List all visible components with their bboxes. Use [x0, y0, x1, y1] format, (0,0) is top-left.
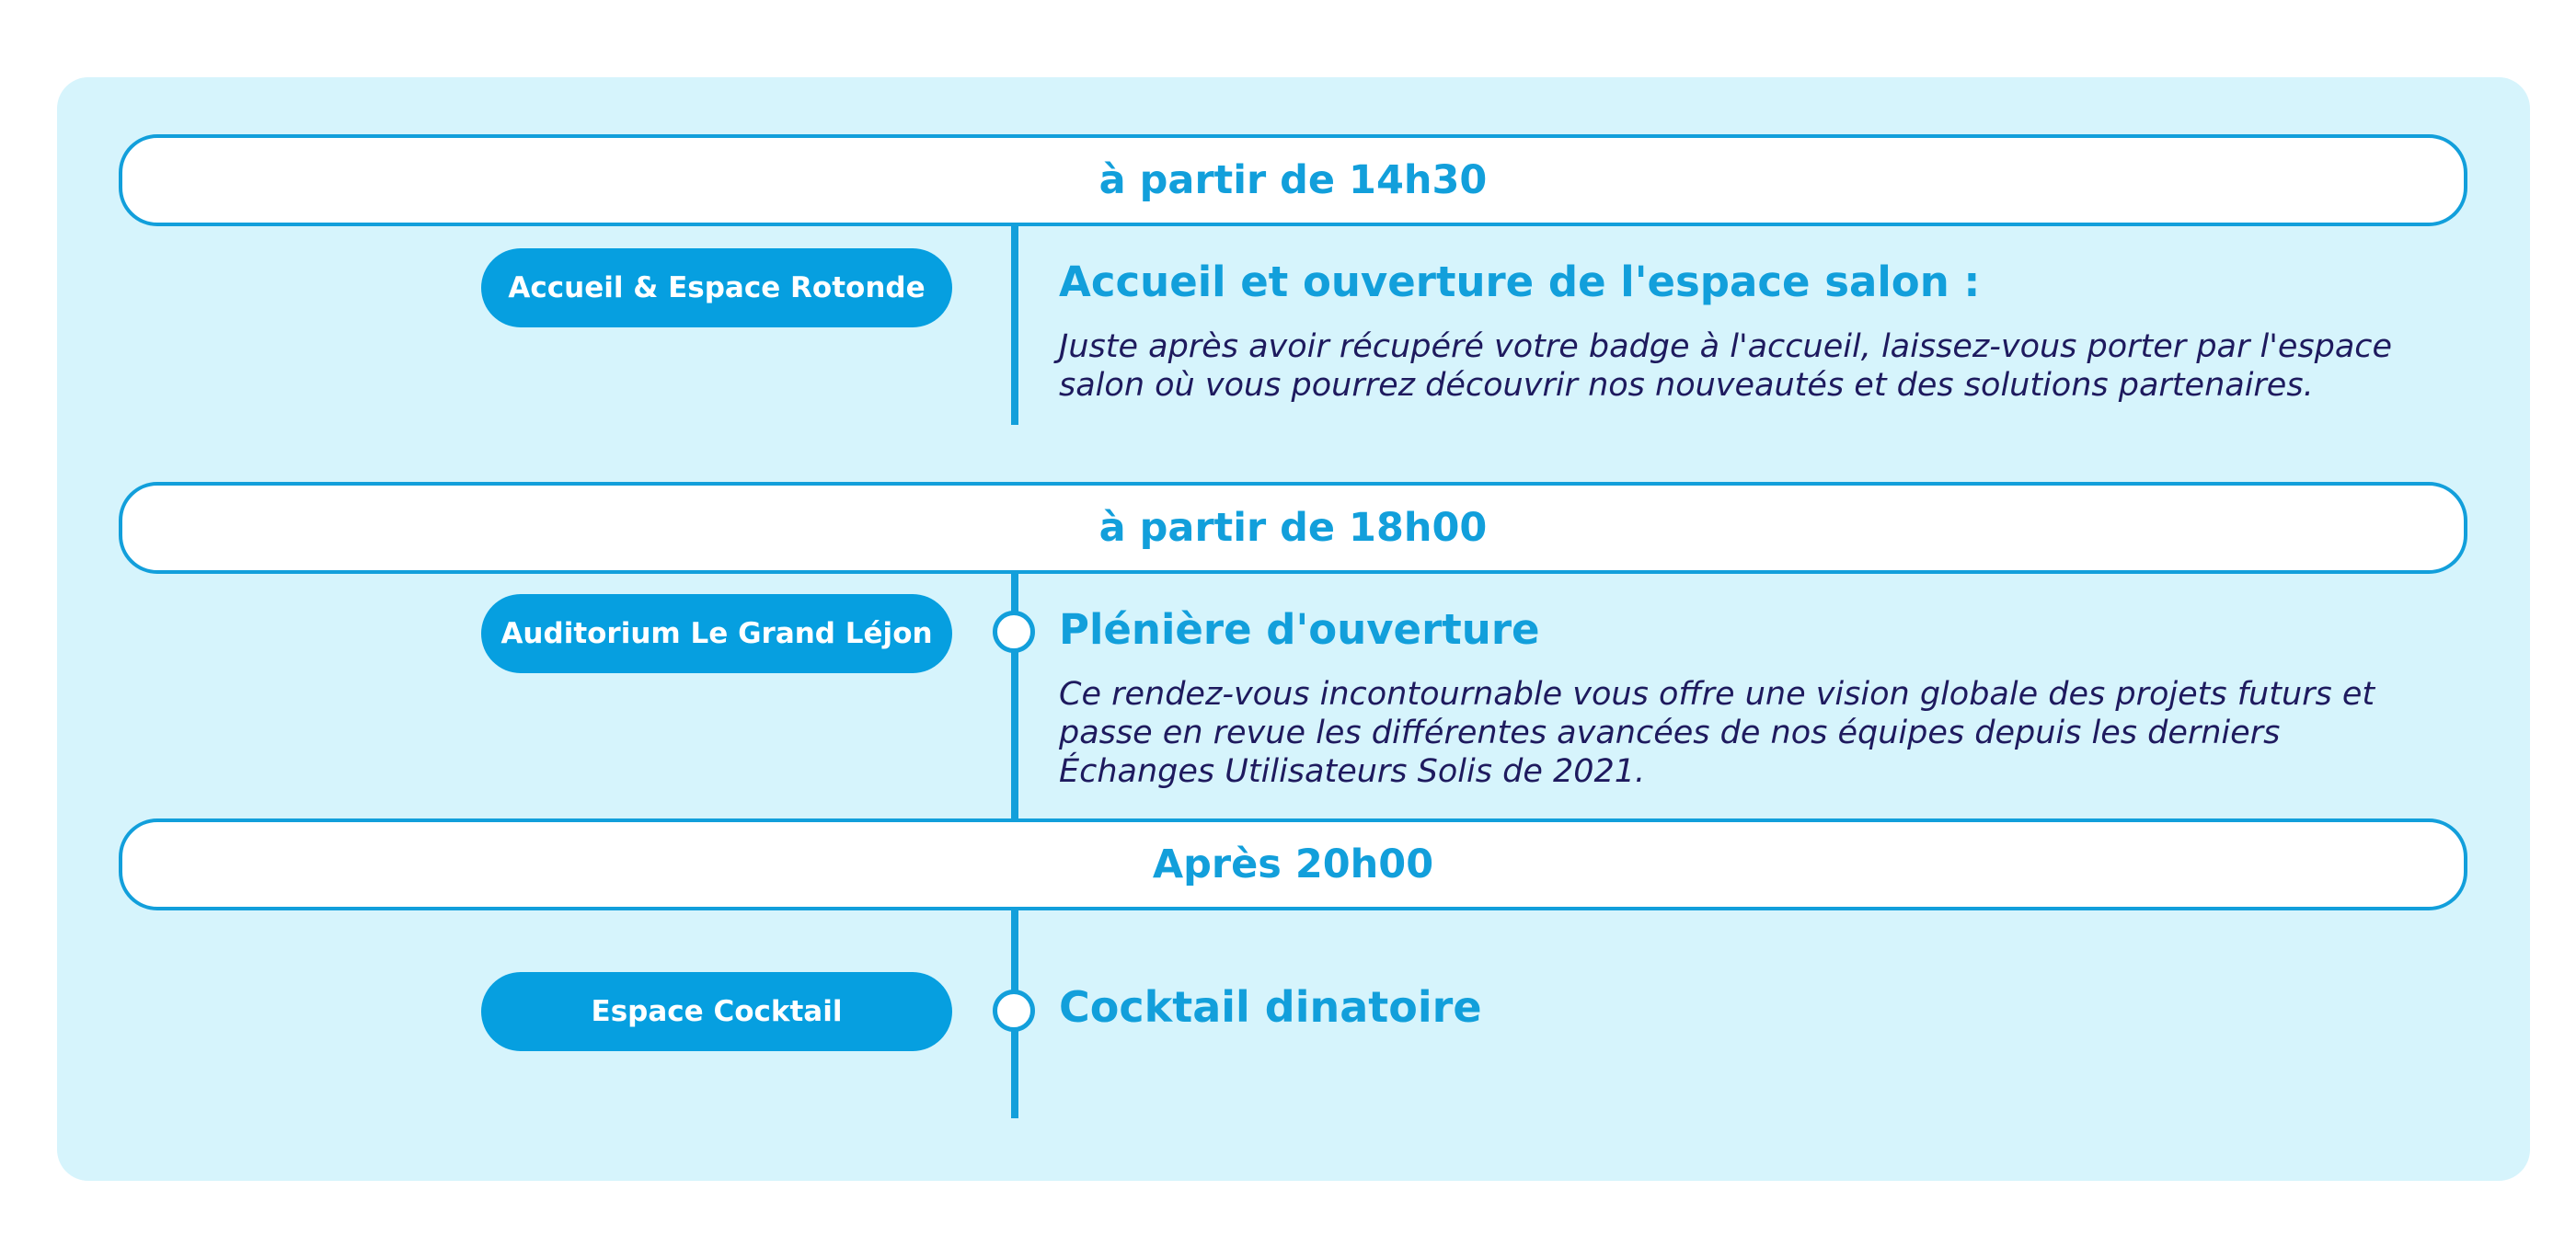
program-card [57, 77, 2530, 1181]
location-badge-1: Accueil & Espace Rotonde [481, 248, 952, 327]
timeline-segment-1 [1011, 223, 1018, 425]
event-title-3: Cocktail dinatoire [1059, 982, 1482, 1032]
timeline-segment-2 [1011, 570, 1018, 820]
event-description-1: Juste après avoir récupéré votre badge à l'accueil, laissez-vous porter par l'espace salon où vous pourrez découvrir nos nouveautés et des solutions partenaires. [1059, 328, 2393, 404]
timeline-dot-3 [993, 990, 1035, 1032]
time-header-3: Après 20h00 [119, 818, 2467, 910]
event-title-1: Accueil et ouverture de l'espace salon : [1059, 258, 1981, 306]
timeline-dot-2 [993, 611, 1035, 653]
location-badge-3: Espace Cocktail [481, 972, 952, 1051]
time-header-2: à partir de 18h00 [119, 482, 2467, 574]
event-description-2: Ce rendez-vous incontournable vous offre une vision globale des projets futurs et passe en revue les différentes avancées de nos équipes depuis les derniers Échanges Utilisateurs Solis de 2021. [1059, 676, 2375, 790]
location-badge-2: Auditorium Le Grand Léjon [481, 594, 952, 673]
event-title-2: Plénière d'ouverture [1059, 605, 1540, 654]
time-header-1: à partir de 14h30 [119, 134, 2467, 226]
